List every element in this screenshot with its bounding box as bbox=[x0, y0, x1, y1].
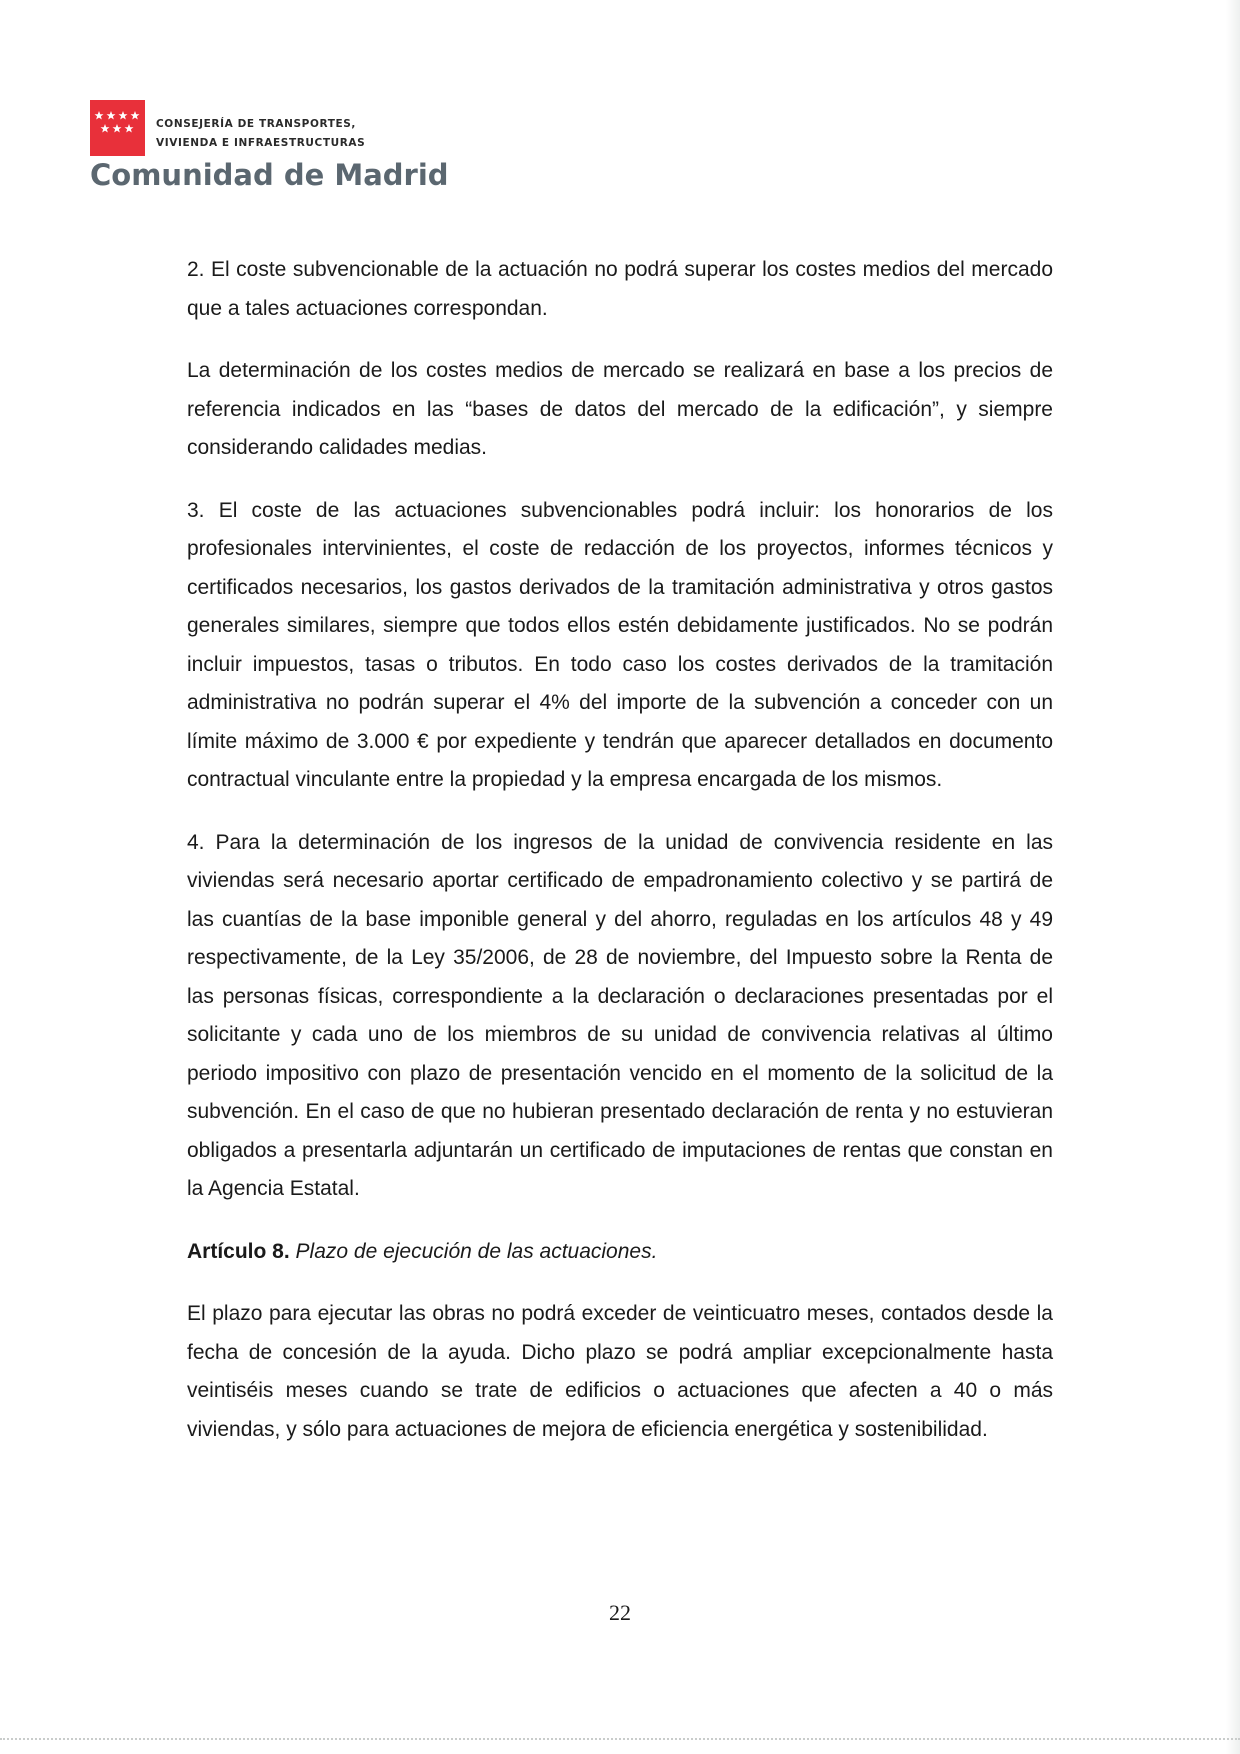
document-body bbox=[187, 251, 1053, 1473]
document-header bbox=[90, 100, 490, 200]
article-8-heading bbox=[187, 1233, 1053, 1272]
department-name-line-1: CONSEJERÍA DE TRANSPORTES, bbox=[156, 118, 356, 130]
department-name-line-2: VIVIENDA E INFRAESTRUCTURAS bbox=[156, 137, 366, 149]
organization-name: Comunidad de Madrid bbox=[90, 158, 449, 192]
page-number: 22 bbox=[609, 1600, 631, 1625]
paragraph-eligible-costs: 3. El coste de las actuaciones subvencionables podrá incluir: los honorarios de los profesionales intervinientes, el coste de redacción de los proyectos, informes técnicos y certificados necesarios, los gastos derivados de la tramitación administrativa y otros gastos generales similares, siempre que todos ellos estén debidamente justificados. No se podrán incluir impuestos, tasas o tributos. En todo caso los costes derivados de la tramitación administrativa no podrán superar el 4% del importe de la subvención a conceder con un límite máximo de 3.000 € por expediente y tendrán que aparecer detallados en documento contractual vinculante entre la propiedad y la empresa encargada de los mismos. bbox=[187, 498, 1053, 791]
bottom-scan-edge bbox=[0, 1738, 1240, 1740]
paragraph-income-determination: 4. Para la determinación de los ingresos de la unidad de convivencia residente en las viviendas será necesario aportar certificado de empadronamiento colectivo y se partirá de las cuantías de la base imponible general y del ahorro, reguladas en los artículos 48 y 49 respectivamente, de la Ley 35/2006, de 28 de noviembre, del Impuesto sobre la Renta de las personas físicas, correspondiente a la declaración o declaraciones presentadas por el solicitante y cada uno de los miembros de su unidad de convivencia relativas al último periodo impositivo con plazo de presentación vencido en el momento de la solicitud de la subvención. En el caso de que no hubieran presentado declaración de renta y no estuvieran obligados a presentarla adjuntarán un certificado de imputaciones de rentas que constan en la Agencia Estatal. bbox=[187, 830, 1053, 1200]
article-8-label: Artículo 8. bbox=[187, 1239, 290, 1263]
paragraph-execution-period: El plazo para ejecutar las obras no podrá exceder de veinticuatro meses, contados desde la fecha de concesión de la ayuda. Dicho plazo se podrá ampliar excepcionalmente hasta veintiséis meses cuando se trate de edificios o actuaciones que afecten a 40 o más viviendas, y sólo para actuaciones de mejora de eficiencia energética y sostenibilidad. bbox=[187, 1302, 1053, 1441]
madrid-stars-logo-icon bbox=[90, 100, 145, 156]
paragraph-market-costs: La determinación de los costes medios de mercado se realizará en base a los precios de referencia indicados en las “bases de datos del mercado de la edificación”, y siempre considerando calidades medias. bbox=[187, 359, 1053, 459]
stars-icon bbox=[90, 100, 145, 156]
article-8-title: Plazo de ejecución de las actuaciones. bbox=[295, 1239, 658, 1263]
page-edge-shadow bbox=[1226, 0, 1240, 1754]
paragraph-cost-limit: 2. El coste subvencionable de la actuación no podrá superar los costes medios del mercado que a tales actuaciones correspondan. bbox=[187, 258, 1053, 320]
